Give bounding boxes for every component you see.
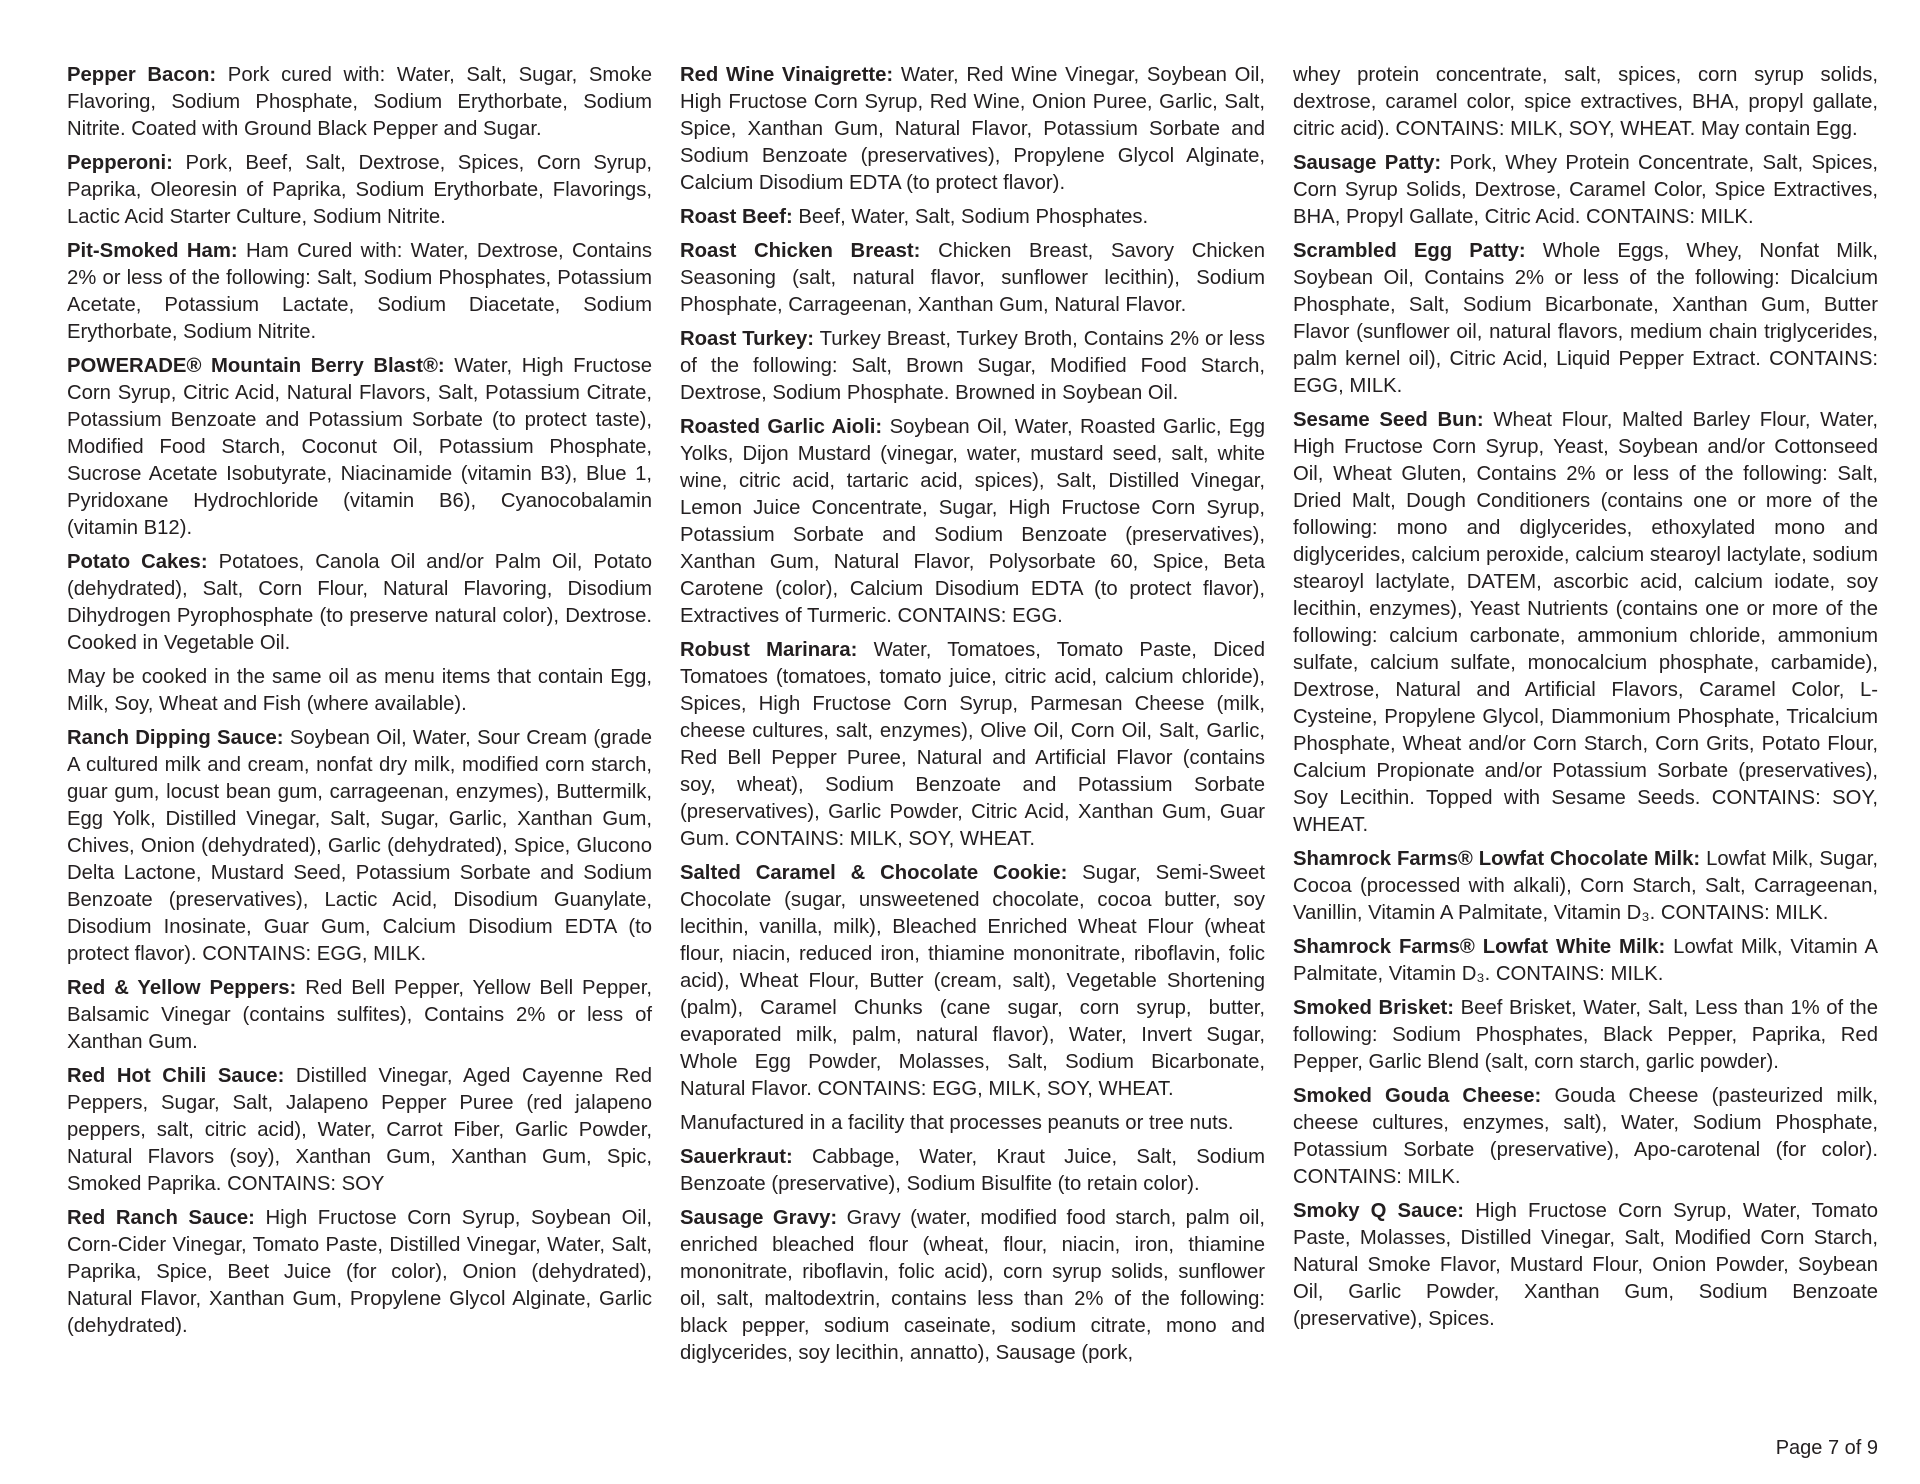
ingredient-text: Gouda Cheese (pasteurized milk, cheese cultures, enzymes, salt), Water, Sodium Phosphate, Potassium Sorbate (preservative), Apo-carotenal (for color). CONTAINS: MILK.	[1293, 1085, 1879, 1188]
ingredient-text: Cabbage, Water, Kraut Juice, Salt, Sodium Benzoate (preservative), Sodium Bisulfite (to retain color).	[680, 1146, 1265, 1195]
ingredient-entry	[1293, 1083, 1878, 1191]
item-name: Red & Yellow Peppers:	[67, 977, 297, 999]
ingredient-text: Ham Cured with: Water, Dextrose, Contains 2% or less of the following: Salt, Sodium Phosphates, Potassium Acetate, Potassium Lactate, Sodium Diacetate, Sodium Erythorbate, Sodium Nitrite.	[67, 240, 652, 343]
ingredient-text: Potatoes, Canola Oil and/or Palm Oil, Potato (dehydrated), Salt, Corn Flour, Natural Flavoring, Disodium Dihydrogen Pyrophosphate (to preserve natural color), Dextrose. Cooked in Vegetable Oil.	[67, 551, 652, 654]
ingredient-entry	[1293, 407, 1878, 839]
ingredient-entry	[67, 975, 652, 1056]
item-name: Ranch Dipping Sauce:	[67, 727, 284, 749]
ingredient-entry	[1293, 995, 1878, 1076]
ingredient-entry	[1293, 934, 1878, 988]
item-name: Sesame Seed Bun:	[1293, 409, 1484, 431]
ingredient-entry	[67, 353, 652, 542]
ingredient-entry	[680, 637, 1265, 853]
item-name: Scrambled Egg Patty:	[1293, 240, 1526, 262]
ingredient-entry	[680, 238, 1265, 319]
ingredient-text: Water, Tomatoes, Tomato Paste, Diced Tomatoes (tomatoes, tomato juice, citric acid, calcium chloride), Spices, High Fructose Corn Syrup, Parmesan Cheese (milk, cheese cultures, salt, enzymes), Olive Oil, Corn Oil, Salt, Garlic, Red Bell Pepper Puree, Natural and Artificial Flavor (contains soy, wheat), Sodium Benzoate and Potassium Sorbate (preservatives), Garlic Powder, Citric Acid, Xanthan Gum, Guar Gum. CONTAINS: MILK, SOY, WHEAT.	[680, 639, 1265, 850]
ingredient-text: Sugar, Semi-Sweet Chocolate (sugar, unsweetened chocolate, cocoa butter, soy lecithin, vanilla, milk), Bleached Enriched Wheat Flour (wheat flour, niacin, reduced iron, thiamine mononitrate, riboflavin, folic acid), Wheat Flour, Butter (cream, salt), Vegetable Shortening (palm), Caramel Chunks (cane sugar, corn syrup, butter, evaporated milk, palm, natural flavor), Water, Invert Sugar, Whole Egg Powder, Molasses, Salt, Sodium Bicarbonate, Natural Flavor. CONTAINS: EGG, MILK, SOY, WHEAT.	[680, 862, 1265, 1100]
ingredient-text: Water, Red Wine Vinegar, Soybean Oil, High Fructose Corn Syrup, Red Wine, Onion Puree, Garlic, Salt, Spice, Xanthan Gum, Natural Flavor, Potassium Sorbate and Sodium Benzoate (preservatives), Propylene Glycol Alginate, Calcium Disodium EDTA (to protect flavor).	[680, 64, 1266, 194]
item-name: POWERADE® Mountain Berry Blast®:	[67, 355, 445, 377]
ingredient-entry	[67, 1063, 652, 1198]
ingredient-text: Soybean Oil, Water, Roasted Garlic, Egg Yolks, Dijon Mustard (vinegar, water, mustard seed, salt, white wine, citric acid, tartaric acid, spices), Salt, Distilled Vinegar, Lemon Juice Concentrate, Sugar, High Fructose Corn Syrup, Potassium Sorbate and Sodium Benzoate (preservatives), Xanthan Gum, Natural Flavor, Polysorbate 60, Spice, Beta Carotene (color), Calcium Disodium EDTA (to protect flavor), Extractives of Turmeric. CONTAINS: EGG.	[680, 416, 1265, 627]
ingredient-note	[67, 664, 652, 718]
ingredient-entry	[1293, 846, 1878, 927]
ingredient-text: Beef Brisket, Water, Salt, Less than 1% of the following: Sodium Phosphates, Black Pepper, Paprika, Red Pepper, Garlic Blend (salt, corn starch, garlic powder).	[1293, 997, 1878, 1073]
ingredient-text: Manufactured in a facility that processes peanuts or tree nuts.	[680, 1112, 1234, 1134]
ingredient-entry	[67, 725, 652, 968]
item-name: Red Ranch Sauce:	[67, 1207, 255, 1229]
ingredient-entry	[67, 549, 652, 657]
item-name: Pit-Smoked Ham:	[67, 240, 238, 262]
ingredient-text: Wheat Flour, Malted Barley Flour, Water, High Fructose Corn Syrup, Yeast, Soybean and/or Cottonseed Oil, Wheat Gluten, Contains 2% or less of the following: Salt, Dried Malt, Dough Conditioners (contains one or more of the following: mono and diglycerides, ethoxylated mono and diglycerides, calcium peroxide, calcium stearoyl lactylate, sodium stearoyl lactylate, DATEM, ascorbic acid, calcium iodate, soy lecithin, enzymes), Yeast Nutrients (contains one or more of the following: calcium carbonate, ammonium chloride, ammonium sulfate, calcium sulfate, monocalcium phosphate, carbamide), Dextrose, Natural and Artificial Flavors, Caramel Color, L-Cysteine, Propylene Glycol, Diammonium Phosphate, Tricalcium Phosphate, Wheat and/or Corn Starch, Corn Grits, Potato Flour, Calcium Propionate and/or Potassium Sorbate (preservatives), Soy Lecithin. Topped with Sesame Seeds. CONTAINS: SOY, WHEAT.	[1293, 409, 1879, 836]
ingredient-entry	[1293, 150, 1878, 231]
ingredient-text: Distilled Vinegar, Aged Cayenne Red Peppers, Sugar, Salt, Jalapeno Pepper Puree (red jalapeno peppers, salt, citric acid), Water, Carrot Fiber, Garlic Powder, Natural Flavors (soy), Xanthan Gum, Xanthan Gum, Spic, Smoked Paprika. CONTAINS: SOY	[67, 1065, 652, 1195]
ingredient-entry	[680, 1205, 1265, 1367]
ingredient-text: Pork, Whey Protein Concentrate, Salt, Spices, Corn Syrup Solids, Dextrose, Caramel Color, Spice Extractives, BHA, Propyl Gallate, Citric Acid. CONTAINS: MILK.	[1293, 152, 1879, 228]
ingredient-entry	[67, 1205, 652, 1340]
item-name: Smoked Gouda Cheese:	[1293, 1085, 1542, 1107]
item-name: Potato Cakes:	[67, 551, 208, 573]
item-name: Smoked Brisket:	[1293, 997, 1455, 1019]
item-name: Sauerkraut:	[680, 1146, 793, 1168]
ingredient-note	[1293, 62, 1878, 143]
ingredient-entry	[1293, 238, 1878, 400]
ingredient-entry	[67, 238, 652, 346]
item-name: Roast Beef:	[680, 206, 793, 228]
ingredient-text: May be cooked in the same oil as menu items that contain Egg, Milk, Soy, Wheat and Fish (where available).	[67, 666, 652, 715]
page-number: Page 7 of 9	[1775, 1437, 1878, 1459]
item-name: Roast Chicken Breast:	[680, 240, 921, 262]
ingredient-entry	[67, 150, 652, 231]
ingredient-entry	[67, 62, 652, 143]
ingredient-entry	[680, 1144, 1265, 1198]
ingredient-text: High Fructose Corn Syrup, Water, Tomato Paste, Molasses, Distilled Vinegar, Salt, Modified Corn Starch, Natural Smoke Flavor, Mustard Flour, Onion Powder, Soybean Oil, Garlic Powder, Xanthan Gum, Sodium Benzoate (preservative), Spices.	[1293, 1200, 1878, 1330]
item-name: Salted Caramel & Chocolate Cookie:	[680, 862, 1068, 884]
ingredient-text: Turkey Breast, Turkey Broth, Contains 2% or less of the following: Salt, Brown Sugar, Modified Food Starch, Dextrose, Sodium Phosphate. Browned in Soybean Oil.	[680, 328, 1265, 404]
item-name: Red Hot Chili Sauce:	[67, 1065, 285, 1087]
ingredient-text: Beef, Water, Salt, Sodium Phosphates.	[798, 206, 1149, 228]
ingredient-text: Water, High Fructose Corn Syrup, Citric Acid, Natural Flavors, Salt, Potassium Citrate, Potassium Benzoate and Potassium Sorbate (to protect taste), Modified Food Starch, Coconut Oil, Potassium Phosphate, Sucrose Acetate Isobutyrate, Niacinamide (vitamin B3), Blue 1, Pyridoxane Hydrochloride (vitamin B6), Cyanocobalamin (vitamin B12).	[67, 355, 652, 539]
ingredient-text: Lowfat Milk, Vitamin A Palmitate, Vitamin D₃. CONTAINS: MILK.	[1293, 936, 1878, 985]
ingredient-entry	[680, 326, 1265, 407]
item-name: Shamrock Farms® Lowfat Chocolate Milk:	[1293, 848, 1701, 870]
item-name: Sausage Patty:	[1293, 152, 1442, 174]
ingredient-text: Soybean Oil, Water, Sour Cream (grade A cultured milk and cream, nonfat dry milk, modified corn starch, guar gum, locust bean gum, carrageenan, enzymes), Buttermilk, Egg Yolk, Distilled Vinegar, Salt, Sugar, Garlic, Xanthan Gum, Chives, Onion (dehydrated), Garlic (dehydrated), Spice, Glucono Delta Lactone, Mustard Seed, Potassium Sorbate and Sodium Benzoate (preservatives), Lactic Acid, Disodium Guanylate, Disodium Inosinate, Guar Gum, Calcium Disodium EDTA (to protect flavor). CONTAINS: EGG, MILK.	[67, 727, 652, 965]
ingredient-text: Gravy (water, modified food starch, palm oil, enriched bleached flour (wheat, flour, niacin, iron, thiamine mononitrate, riboflavin, folic acid), corn syrup solids, sunflower oil, salt, maltodextrin, contains less than 2% of the following: black pepper, sodium caseinate, sodium citrate, mono and diglycerides, soy lecithin, annatto), Sausage (pork,	[680, 1207, 1265, 1364]
ingredient-entry	[680, 414, 1265, 630]
column-1	[67, 62, 652, 1347]
item-name: Robust Marinara:	[680, 639, 858, 661]
ingredient-text: Whole Eggs, Whey, Nonfat Milk, Soybean Oil, Contains 2% or less of the following: Dicalcium Phosphate, Salt, Sodium Bicarbonate, Xanthan Gum, Butter Flavor (sunflower oil, natural flavors, medium chain triglycerides, palm kernel oil), Citric Acid, Liquid Pepper Extract. CONTAINS: EGG, MILK.	[1293, 240, 1878, 397]
ingredient-entry	[680, 860, 1265, 1103]
item-name: Pepperoni:	[67, 152, 173, 174]
item-name: Roasted Garlic Aioli:	[680, 416, 883, 438]
item-name: Shamrock Farms® Lowfat White Milk:	[1293, 936, 1666, 958]
column-3	[1293, 62, 1878, 1340]
ingredient-text: Chicken Breast, Savory Chicken Seasoning (salt, natural flavor, sunflower lecithin), Sodium Phosphate, Carrageenan, Xanthan Gum, Natural Flavor.	[680, 240, 1265, 316]
ingredient-note	[680, 1110, 1265, 1137]
item-name: Smoky Q Sauce:	[1293, 1200, 1465, 1222]
ingredient-entry	[680, 62, 1265, 197]
item-name: Red Wine Vinaigrette:	[680, 64, 894, 86]
ingredient-text: Lowfat Milk, Sugar, Cocoa (processed with alkali), Corn Starch, Salt, Carrageenan, Vanillin, Vitamin A Palmitate, Vitamin D₃. CONTAINS: MILK.	[1293, 848, 1878, 924]
ingredient-text: Pork cured with: Water, Salt, Sugar, Smoke Flavoring, Sodium Phosphate, Sodium Erythorbate, Sodium Nitrite. Coated with Ground Black Pepper and Sugar.	[67, 64, 652, 140]
ingredient-entry	[1293, 1198, 1878, 1333]
ingredient-text: High Fructose Corn Syrup, Soybean Oil, Corn-Cider Vinegar, Tomato Paste, Distilled Vinegar, Water, Salt, Paprika, Spice, Beet Juice (for color), Onion (dehydrated), Natural Flavor, Xanthan Gum, Propylene Glycol Alginate, Garlic (dehydrated).	[67, 1207, 652, 1337]
item-name: Roast Turkey:	[680, 328, 815, 350]
item-name: Sausage Gravy:	[680, 1207, 838, 1229]
item-name: Pepper Bacon:	[67, 64, 217, 86]
ingredient-text: Red Bell Pepper, Yellow Bell Pepper, Balsamic Vinegar (contains sulfites), Contains 2% or less of Xanthan Gum.	[67, 977, 652, 1053]
ingredient-entry	[680, 204, 1265, 231]
column-2	[680, 62, 1265, 1374]
ingredient-text: whey protein concentrate, salt, spices, corn syrup solids, dextrose, caramel color, spice extractives, BHA, propyl gallate, citric acid). CONTAINS: MILK, SOY, WHEAT. May contain Egg.	[1293, 64, 1878, 140]
ingredient-text: Pork, Beef, Salt, Dextrose, Spices, Corn Syrup, Paprika, Oleoresin of Paprika, Sodium Erythorbate, Flavorings, Lactic Acid Starter Culture, Sodium Nitrite.	[67, 152, 652, 228]
